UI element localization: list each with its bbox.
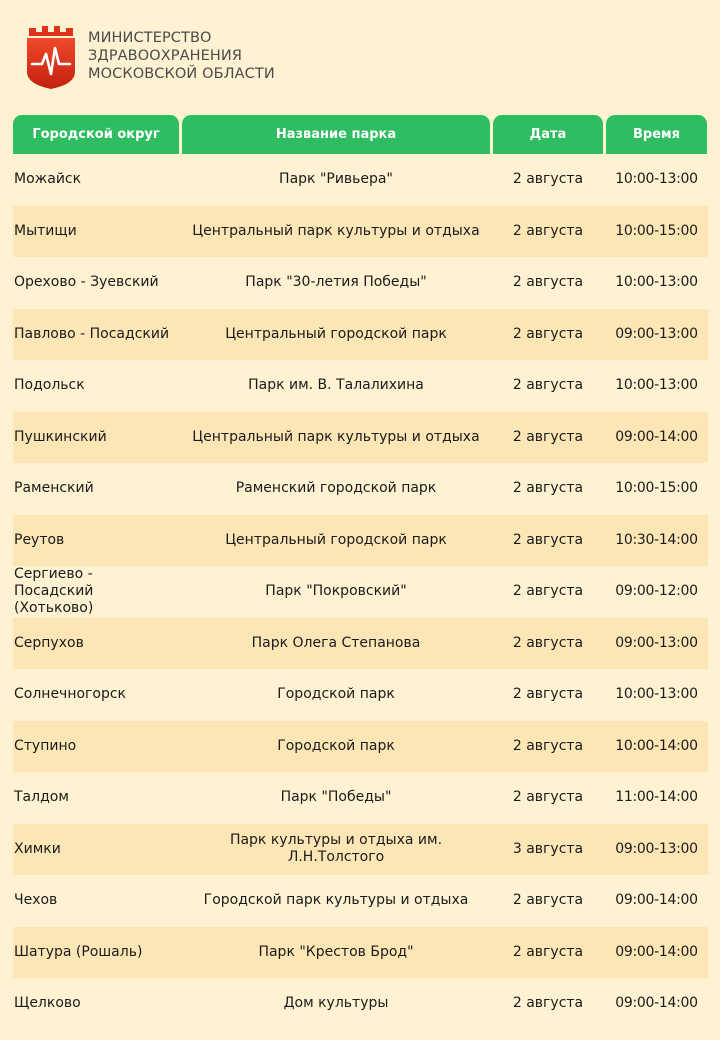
table-row bbox=[13, 618, 708, 670]
table-row bbox=[13, 463, 708, 515]
cell-date: 2 августа bbox=[512, 995, 584, 1012]
cell-district: Реутов bbox=[14, 531, 65, 548]
table-row bbox=[13, 360, 708, 412]
ministry-title bbox=[88, 29, 275, 83]
ministry-line-1: МИНИСТЕРСТВО bbox=[88, 30, 212, 46]
cell-park-name: Городской парк bbox=[277, 737, 395, 754]
cell-park-name: Городской парк bbox=[277, 686, 395, 703]
cell-date: 2 августа bbox=[512, 686, 584, 703]
cell-district: Подольск bbox=[14, 377, 85, 394]
cell-time: 10:00-15:00 bbox=[615, 480, 698, 497]
cell-date: 2 августа bbox=[512, 377, 584, 394]
table-row bbox=[13, 257, 708, 309]
cell-time: 10:00-13:00 bbox=[615, 377, 698, 394]
cell-district: Пушкинский bbox=[14, 428, 107, 445]
table-row bbox=[13, 566, 708, 618]
table-row bbox=[13, 978, 708, 1030]
table-row bbox=[13, 412, 708, 464]
cell-date: 2 августа bbox=[512, 480, 584, 497]
column-header-district: Городской округ bbox=[13, 115, 179, 154]
cell-time: 11:00-14:00 bbox=[615, 789, 698, 806]
cell-park-name: Центральный городской парк bbox=[225, 531, 447, 548]
cell-time: 09:00-12:00 bbox=[615, 583, 698, 600]
cell-park-name: Парк им. В. Талалихина bbox=[248, 377, 424, 394]
cell-park-name: Дом культуры bbox=[283, 995, 389, 1012]
cell-date: 2 августа bbox=[512, 428, 584, 445]
cell-date: 2 августа bbox=[512, 583, 584, 600]
cell-district: Солнечногорск bbox=[14, 686, 127, 703]
cell-date: 2 августа bbox=[512, 634, 584, 651]
cell-district: Химки bbox=[14, 840, 61, 857]
column-header-time: Время bbox=[606, 115, 707, 154]
cell-time: 09:00-13:00 bbox=[615, 634, 698, 651]
table-row bbox=[13, 309, 708, 361]
cell-park-name: Городской парк культуры и отдыха bbox=[203, 892, 469, 909]
header bbox=[24, 24, 275, 94]
cell-date: 3 августа bbox=[512, 840, 584, 857]
ministry-line-3: МОСКОВСКОЙ ОБЛАСТИ bbox=[88, 66, 275, 82]
ministry-line-2: ЗДРАВООХРАНЕНИЯ bbox=[88, 48, 243, 64]
cell-park-name: Раменский городской парк bbox=[235, 480, 437, 497]
cell-park-name: Центральный городской парк bbox=[225, 325, 447, 342]
table-header bbox=[13, 115, 708, 154]
cell-district: Павлово - Посадский bbox=[14, 325, 170, 342]
cell-date: 2 августа bbox=[512, 737, 584, 754]
cell-time: 09:00-14:00 bbox=[615, 943, 698, 960]
cell-date: 2 августа bbox=[512, 892, 584, 909]
table-row bbox=[13, 669, 708, 721]
cell-time: 09:00-14:00 bbox=[615, 428, 698, 445]
cell-date: 2 августа bbox=[512, 274, 584, 291]
cell-date: 2 августа bbox=[512, 222, 584, 239]
cell-time: 09:00-13:00 bbox=[615, 325, 698, 342]
cell-district: Талдом bbox=[14, 789, 69, 806]
table-row bbox=[13, 824, 708, 876]
table-row bbox=[13, 721, 708, 773]
cell-district: Орехово - Зуевский bbox=[14, 274, 159, 291]
cell-park-name: Парк "Крестов Брод" bbox=[258, 943, 414, 960]
table-body bbox=[13, 154, 708, 1030]
column-header-park: Название парка bbox=[182, 115, 490, 154]
cell-district: Шатура (Рошаль) bbox=[14, 943, 143, 960]
cell-time: 10:00-13:00 bbox=[615, 274, 698, 291]
cell-district: Раменский bbox=[14, 480, 94, 497]
cell-park-name: Парк "Победы" bbox=[280, 789, 392, 806]
cell-park-name: Центральный парк культуры и отдыха bbox=[192, 428, 480, 445]
cell-park-name: Парк культуры и отдыха им. Л.Н.Толстого bbox=[229, 832, 443, 866]
cell-park-name: Парк "30-летия Победы" bbox=[245, 274, 427, 291]
cell-district: Щелково bbox=[14, 995, 81, 1012]
crown-shield-heartbeat-icon bbox=[24, 24, 78, 90]
cell-district: Ступино bbox=[14, 737, 77, 754]
table-row bbox=[13, 772, 708, 824]
cell-date: 2 августа bbox=[512, 171, 584, 188]
cell-time: 09:00-13:00 bbox=[615, 840, 698, 857]
cell-park-name: Парк "Ривьера" bbox=[279, 171, 393, 188]
cell-district: Серпухов bbox=[14, 634, 84, 651]
table-row bbox=[13, 515, 708, 567]
parks-schedule-table bbox=[13, 115, 708, 1030]
cell-district: Сергиево - Посадский (Хотьково) bbox=[14, 566, 94, 617]
cell-park-name: Парк "Покровский" bbox=[265, 583, 407, 600]
column-header-date: Дата bbox=[493, 115, 603, 154]
cell-time: 10:00-15:00 bbox=[615, 222, 698, 239]
cell-time: 09:00-14:00 bbox=[615, 995, 698, 1012]
cell-park-name: Парк Олега Степанова bbox=[251, 634, 421, 651]
cell-time: 09:00-14:00 bbox=[615, 892, 698, 909]
table-row bbox=[13, 154, 708, 206]
cell-date: 2 августа bbox=[512, 789, 584, 806]
table-row bbox=[13, 875, 708, 927]
cell-date: 2 августа bbox=[512, 531, 584, 548]
cell-time: 10:00-14:00 bbox=[615, 737, 698, 754]
table-row bbox=[13, 927, 708, 979]
cell-date: 2 августа bbox=[512, 325, 584, 342]
cell-park-name: Центральный парк культуры и отдыха bbox=[192, 222, 480, 239]
cell-time: 10:00-13:00 bbox=[615, 686, 698, 703]
cell-date: 2 августа bbox=[512, 943, 584, 960]
cell-district: Можайск bbox=[14, 171, 82, 188]
cell-time: 10:00-13:00 bbox=[615, 171, 698, 188]
cell-district: Мытищи bbox=[14, 222, 77, 239]
cell-time: 10:30-14:00 bbox=[615, 531, 698, 548]
cell-district: Чехов bbox=[14, 892, 58, 909]
table-row bbox=[13, 206, 708, 258]
